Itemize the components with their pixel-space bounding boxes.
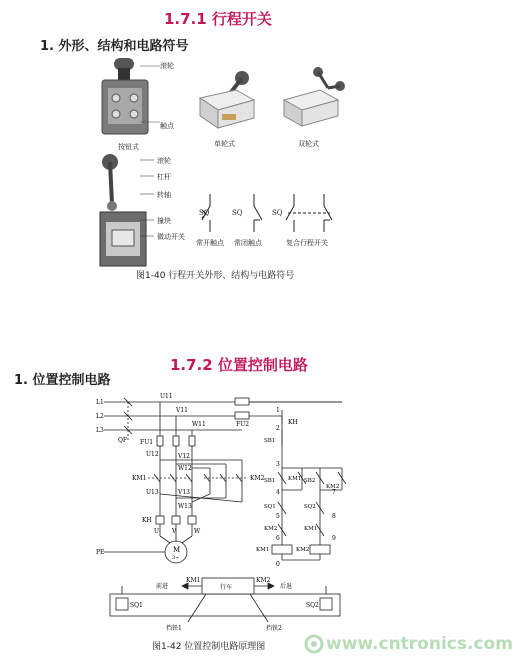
- circuit-label-sq2: SQ2: [304, 504, 316, 510]
- label-sq-1: SQ: [199, 209, 210, 217]
- circuit-label-pe: PE: [96, 549, 105, 556]
- circuit-label-v11: V11: [176, 407, 188, 414]
- label-nc-contact: 常闭触点: [234, 239, 262, 247]
- circuit-label-l2: L2: [96, 413, 104, 420]
- circuit-node-9: 9: [332, 535, 336, 542]
- single-wheel-switch-photo: [196, 70, 258, 128]
- circuit-node-6: 6: [276, 535, 280, 542]
- label-double-wheel: 双轮式: [298, 140, 319, 148]
- circuit-label-km2-coil: KM2: [296, 547, 310, 553]
- circuit-label-w11: W11: [192, 421, 206, 428]
- circuit-node-2: 2: [276, 425, 280, 432]
- figure-1-42-caption: 图1-42 位置控制电路原理图: [152, 642, 266, 652]
- circuit-label-fu2: FU2: [236, 421, 250, 428]
- label-sq-3: SQ: [272, 209, 283, 217]
- track-label-stop2: 挡铁2: [266, 625, 282, 632]
- label-micro-switch: 微动开关: [157, 233, 185, 241]
- circuit-label-u11: U11: [160, 393, 173, 400]
- label-roller: 滚轮: [160, 62, 174, 70]
- track-label-forward: 前进: [156, 583, 169, 590]
- circuit-label-km2d: KM2: [264, 526, 278, 532]
- track-label-sq1: SQ1: [130, 602, 143, 609]
- circuit-label-qf: QF: [118, 437, 128, 444]
- circuit-label-w13: W13: [178, 503, 192, 510]
- circuit-label-km1-coil: KM1: [256, 547, 270, 553]
- circuit-node-3: 3: [276, 461, 280, 468]
- circuit-node-1: 1: [276, 407, 280, 414]
- circuit-label-v13: V13: [178, 489, 190, 496]
- section1-title: 1.7.1 行程开关: [164, 10, 272, 28]
- circuit-label-u13: U13: [146, 489, 159, 496]
- circuit-node-7: 7: [332, 489, 336, 496]
- circuit-label-v: V: [172, 528, 177, 535]
- leader-lines-2: [140, 158, 156, 246]
- section1-subtitle: 1. 外形、结构和电路符号: [40, 39, 189, 54]
- circuit-label-km1c: KM1: [288, 476, 302, 482]
- circuit-label-sb1b: SB1: [264, 478, 276, 484]
- circuit-node-5: 5: [276, 513, 280, 520]
- circuit-label-sq1: SQ1: [264, 504, 276, 510]
- label-compound-switch: 复合行程开关: [286, 239, 328, 247]
- circuit-label-fu1: FU1: [140, 439, 154, 446]
- circuit-label-motor-m: M: [173, 546, 181, 554]
- label-contact: 触点: [160, 122, 174, 130]
- circuit-label-l3: L3: [96, 427, 104, 434]
- label-lever: 杠杆: [157, 173, 171, 181]
- label-roller2: 滚轮: [157, 157, 171, 165]
- circuit-label-kh-ctrl: KH: [288, 419, 298, 426]
- circuit-node-4: 4: [276, 489, 280, 496]
- circuit-label-sb2: SB2: [304, 478, 316, 484]
- position-control-circuit: [92, 390, 362, 585]
- circuit-label-km2c: KM2: [326, 484, 340, 490]
- label-pushbutton-type: 按钮式: [118, 143, 139, 151]
- label-block: 撞块: [157, 217, 171, 225]
- label-sq-2: SQ: [232, 209, 243, 217]
- circuit-label-km1d: KM1: [304, 526, 318, 532]
- circuit-label-sb1: SB1: [264, 438, 276, 444]
- circuit-label-w12: W12: [178, 465, 192, 472]
- label-shaft: 转轴: [157, 191, 171, 199]
- circuit-label-km2: KM2: [250, 475, 265, 482]
- track-label-sq2: SQ2: [306, 602, 319, 609]
- section2-title: 1.7.2 位置控制电路: [170, 356, 308, 374]
- circuit-node-8: 8: [332, 513, 336, 520]
- track-diagram: [106, 572, 346, 632]
- circuit-label-kh: KH: [142, 517, 152, 524]
- limit-switch-symbols: [190, 192, 350, 234]
- circuit-label-u: U: [154, 528, 160, 535]
- circuit-label-u12: U12: [146, 451, 159, 458]
- track-label-km1: KM1: [186, 577, 201, 584]
- track-label-km2: KM2: [256, 577, 271, 584]
- track-label-stop1: 挡铁1: [166, 625, 182, 632]
- section2-subtitle: 1. 位置控制电路: [14, 373, 111, 388]
- track-label-car: 行车: [220, 584, 233, 591]
- circuit-label-w: W: [194, 528, 201, 535]
- cntronics-logo-icon: [304, 634, 324, 654]
- circuit-label-l1: L1: [96, 399, 104, 406]
- leader-lines-1: [140, 64, 162, 126]
- circuit-label-v12: V12: [178, 453, 190, 460]
- circuit-label-km1: KM1: [132, 475, 147, 482]
- track-label-backward: 后退: [280, 583, 293, 590]
- double-wheel-switch-photo: [280, 66, 346, 128]
- figure-1-40-caption: 图1-40 行程开关外形、结构与电路符号: [136, 271, 295, 281]
- label-no-contact: 常开触点: [196, 239, 224, 247]
- circuit-node-0: 0: [276, 561, 280, 568]
- label-single-wheel: 单轮式: [214, 140, 235, 148]
- circuit-label-motor-phase: 3~: [172, 555, 180, 561]
- watermark-text: www.cntronics.com: [326, 634, 513, 654]
